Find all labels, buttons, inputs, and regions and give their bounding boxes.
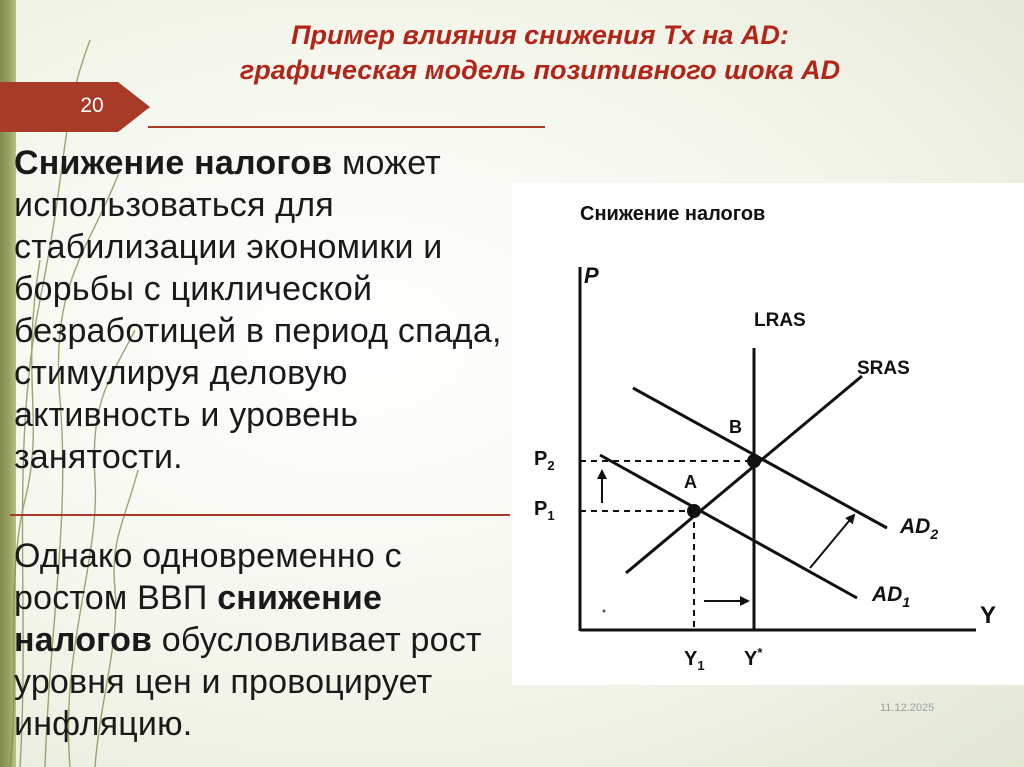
ad1-curve (600, 455, 857, 598)
sras-curve (626, 376, 862, 573)
text-1-bold: Снижение налогов (14, 144, 333, 182)
slide-number: 20 (80, 94, 104, 117)
text-2-part2: обусловливает рост уровня цен и провоцирует инфляцию. (14, 621, 482, 743)
text-2-part1: Однако одновременно с ростом ВВП (14, 537, 402, 617)
title-line-2: графическая модель позитивного шока AD (239, 55, 841, 85)
slide-title (130, 18, 950, 88)
p1-tick-label: $P_1$ (534, 498, 555, 523)
ad2-label: $AD_2$ (900, 515, 939, 542)
text-divider (10, 514, 510, 516)
equilibrium-point-a (687, 504, 701, 518)
header-divider (148, 126, 545, 128)
lras-label: LRAS (754, 310, 806, 331)
y-axis-label: P (584, 263, 599, 288)
chart-title: Снижение налогов (580, 203, 766, 225)
sras-label: SRAS (857, 358, 910, 379)
text-2-bold: снижение налогов (14, 579, 383, 659)
text-1-rest: может использоваться для стабилизации экономики и борьбы с циклической безработицей в период спада, стимулируя деловую активность и уровень занятости. (14, 144, 502, 476)
text-block-2 (14, 535, 524, 745)
ystar-tick-label: Y* (744, 645, 763, 670)
text-block-1 (14, 142, 524, 478)
x-axis-label: Y (980, 602, 997, 629)
point-a-label: A (684, 472, 697, 492)
ad1-label: $AD_1$ (872, 583, 911, 610)
slide-date: 11.12.2025 (880, 702, 935, 714)
chart-panel (512, 183, 1024, 685)
point-b-label: B (729, 417, 742, 437)
origin-dot (603, 610, 606, 613)
equilibrium-point-b (747, 454, 761, 468)
ad-as-diagram (512, 183, 1024, 685)
title-line-1: Пример влияния снижения Tx на AD: (291, 20, 789, 50)
p2-tick-label: $P_2$ (534, 448, 555, 473)
y1-tick-label: $Y_1$ (684, 648, 705, 673)
ad-shift-arrow (810, 515, 854, 568)
